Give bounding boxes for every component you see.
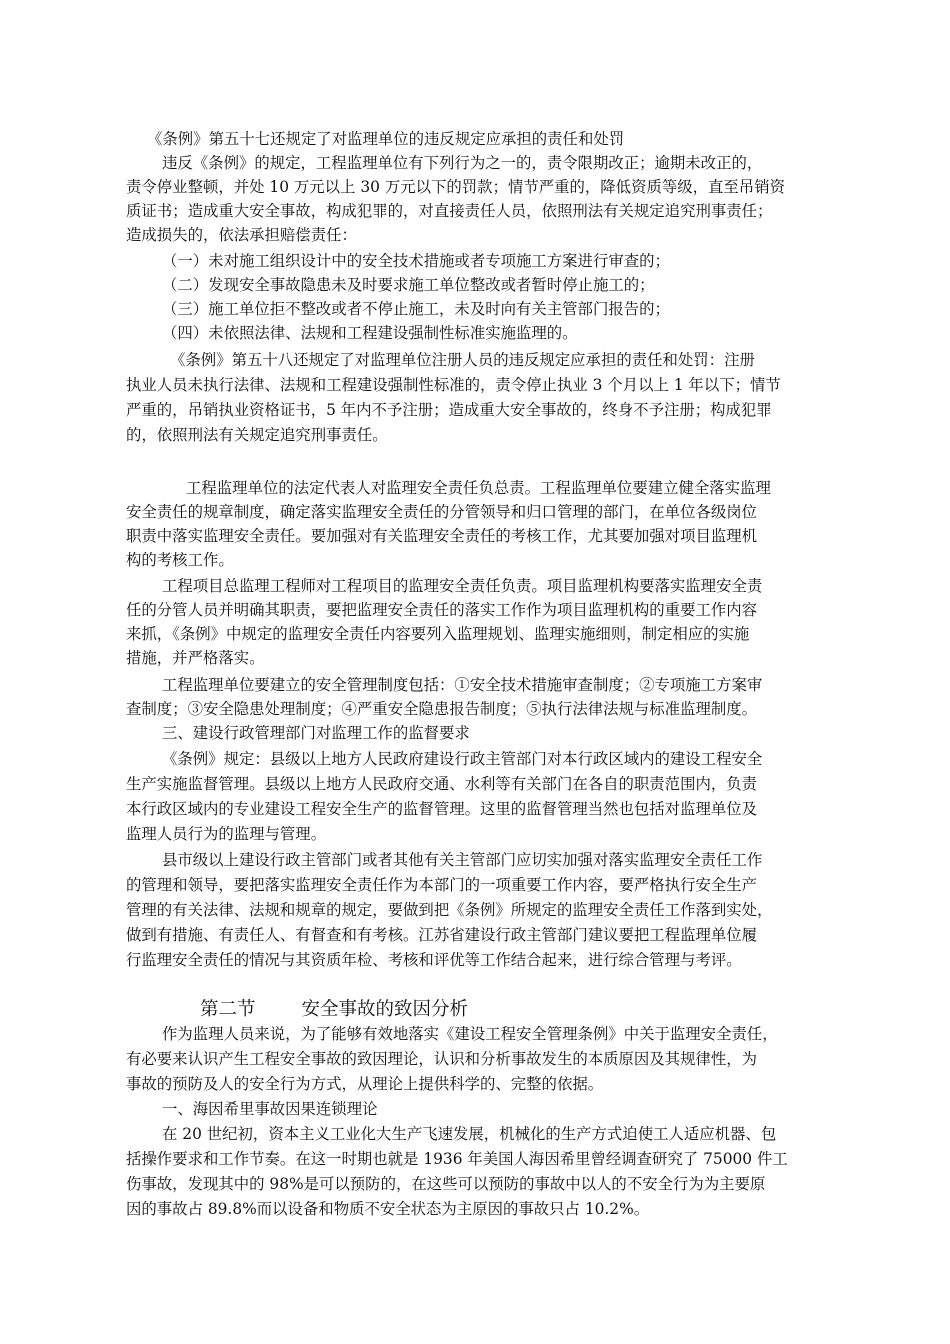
text-line: 查制度；③安全隐患处理制度；④严重安全隐患报告制度；⑤执行法律法规与标准监理制度。 bbox=[126, 700, 758, 718]
text-line: 监理人员行为的监理与管理。 bbox=[126, 825, 327, 843]
text-line: 任的分管人员并明确其职责，要把监理安全责任的落实工作作为项目监理机构的重要工作内容 bbox=[126, 601, 758, 619]
text-line: 的管理和领导，要把落实监理安全责任作为本部门的一项重要工作内容，要严格执行安全生产 bbox=[126, 876, 758, 894]
text-line: 措施，并严格落实。 bbox=[126, 649, 265, 667]
section-heading bbox=[200, 998, 468, 1022]
list-item: （二）发现安全事故隐患未及时要求施工单位整改或者暂时停止施工的； bbox=[162, 276, 655, 294]
text-line: 安全责任的规章制度，确定落实监理安全责任的分管领导和归口管理的部门，在单位各级岗位 bbox=[126, 503, 758, 521]
text-line: 严重的，吊销执业资格证书，5 年内不予注册；造成重大安全事故的，终身不予注册；构成犯罪 bbox=[126, 401, 772, 419]
text-line: 《条例》第五十七还规定了对监理单位的违反规定应承担的责任和处罚 bbox=[147, 130, 625, 148]
section-title: 安全事故的致因分析 bbox=[301, 999, 469, 1020]
text-line: 职责中落实监理安全责任。要加强对有关监理安全责任的考核工作，尤其要加强对项目监理机 bbox=[126, 527, 758, 545]
text-line: 括操作要求和工作节奏。在这一时期也就是 1936 年美国人海因希里曾经调查研究了 75000 件工 bbox=[126, 1150, 788, 1168]
text-line: 工程项目总监理工程师对工程项目的监理安全责任负责。项目监理机构要落实监理安全责 bbox=[162, 577, 763, 595]
text-line: 作为监理人员来说，为了能够有效地落实《建设工程安全管理条例》中关于监理安全责任， bbox=[162, 1025, 778, 1043]
text-line: 管理的有关法律、法规和规章的规定，要做到把《条例》所规定的监理安全责任工作落到实处， bbox=[126, 901, 773, 919]
text-line: 工程监理单位的法定代表人对监理安全责任负总责。工程监理单位要建立健全落实监理 bbox=[186, 479, 771, 497]
text-line: 构的考核工作。 bbox=[126, 551, 234, 569]
text-line: 本行政区域内的专业建设工程安全生产的监督管理。这里的监督管理当然也包括对监理单位及 bbox=[126, 800, 758, 818]
text-line: 质证书；造成重大安全事故，构成犯罪的，对直接责任人员，依照刑法有关规定追究刑事责任； bbox=[126, 202, 773, 220]
text-line: 责令停业整顿，并处 10 万元以上 30 万元以下的罚款；情节严重的，降低资质等级，直至吊销资 bbox=[126, 178, 785, 196]
text-line: 工程监理单位要建立的安全管理制度包括：①安全技术措施审查制度；②专项施工方案审 bbox=[162, 676, 763, 694]
section-number: 第二节 bbox=[200, 999, 256, 1020]
text-line: 事故的预防及人的安全行为方式，从理论上提供科学的、完整的依据。 bbox=[126, 1075, 604, 1093]
text-line: 在 20 世纪初，资本主义工业化大生产飞速发展，机械化的生产方式迫使工人适应机器、包 bbox=[162, 1125, 777, 1143]
text-line: 因的事故占 89.8%而以设备和物质不安全状态为主原因的事故只占 10.2%。 bbox=[126, 1200, 650, 1218]
text-line: 县市级以上建设行政主管部门或者其他有关主管部门应切实加强对落实监理安全责任工作 bbox=[162, 851, 763, 869]
text-line: 来抓，《条例》中规定的监理安全责任内容要列入监理规划、监理实施细则，制定相应的实施 bbox=[126, 625, 750, 643]
subheading: 三、建设行政管理部门对监理工作的监督要求 bbox=[162, 724, 470, 742]
text-line: 生产实施监督管理。县级以上地方人民政府交通、水利等有关部门在各自的职责范围内，负责 bbox=[126, 775, 758, 793]
subheading: 一、海因希里事故因果连锁理论 bbox=[162, 1100, 378, 1118]
list-item: （三）施工单位拒不整改或者不停止施工，未及时向有关主管部门报告的； bbox=[162, 300, 670, 318]
list-item: （一）未对施工组织设计中的安全技术措施或者专项施工方案进行审查的； bbox=[162, 252, 670, 270]
text-line: 《条例》第五十八还规定了对监理单位注册人员的违反规定应承担的责任和处罚：注册 bbox=[170, 351, 755, 369]
text-line: 造成损失的，依法承担赔偿责任： bbox=[126, 226, 357, 244]
list-item: （四）未依照法律、法规和工程建设强制性标准实施监理的。 bbox=[162, 324, 578, 342]
text-line: 有必要来认识产生工程安全事故的致因理论，认识和分析事故发生的本质原因及其规律性，为 bbox=[126, 1050, 758, 1068]
text-line: 的，依照刑法有关规定追究刑事责任。 bbox=[126, 426, 388, 444]
text-line: 执业人员未执行法律、法规和工程建设强制性标准的，责令停止执业 3 个月以上 1 年以下；情节 bbox=[126, 376, 781, 394]
text-line: 伤事故，发现其中的 98%是可以预防的，在这些可以预防的事故中以人的不安全行为为主要原 bbox=[126, 1175, 766, 1193]
text-line: 违反《条例》的规定，工程监理单位有下列行为之一的，责令限期改正；逾期未改正的， bbox=[162, 154, 763, 172]
text-line: 《条例》规定：县级以上地方人民政府建设行政主管部门对本行政区域内的建设工程安全 bbox=[162, 750, 763, 768]
text-line: 行监理安全责任的情况与其资质年检、考核和评优等工作结合起来，进行综合管理与考评。 bbox=[126, 951, 742, 969]
text-line: 做到有措施、有责任人、有督查和有考核。江苏省建设行政主管部门建议要把工程监理单位履 bbox=[126, 926, 758, 944]
